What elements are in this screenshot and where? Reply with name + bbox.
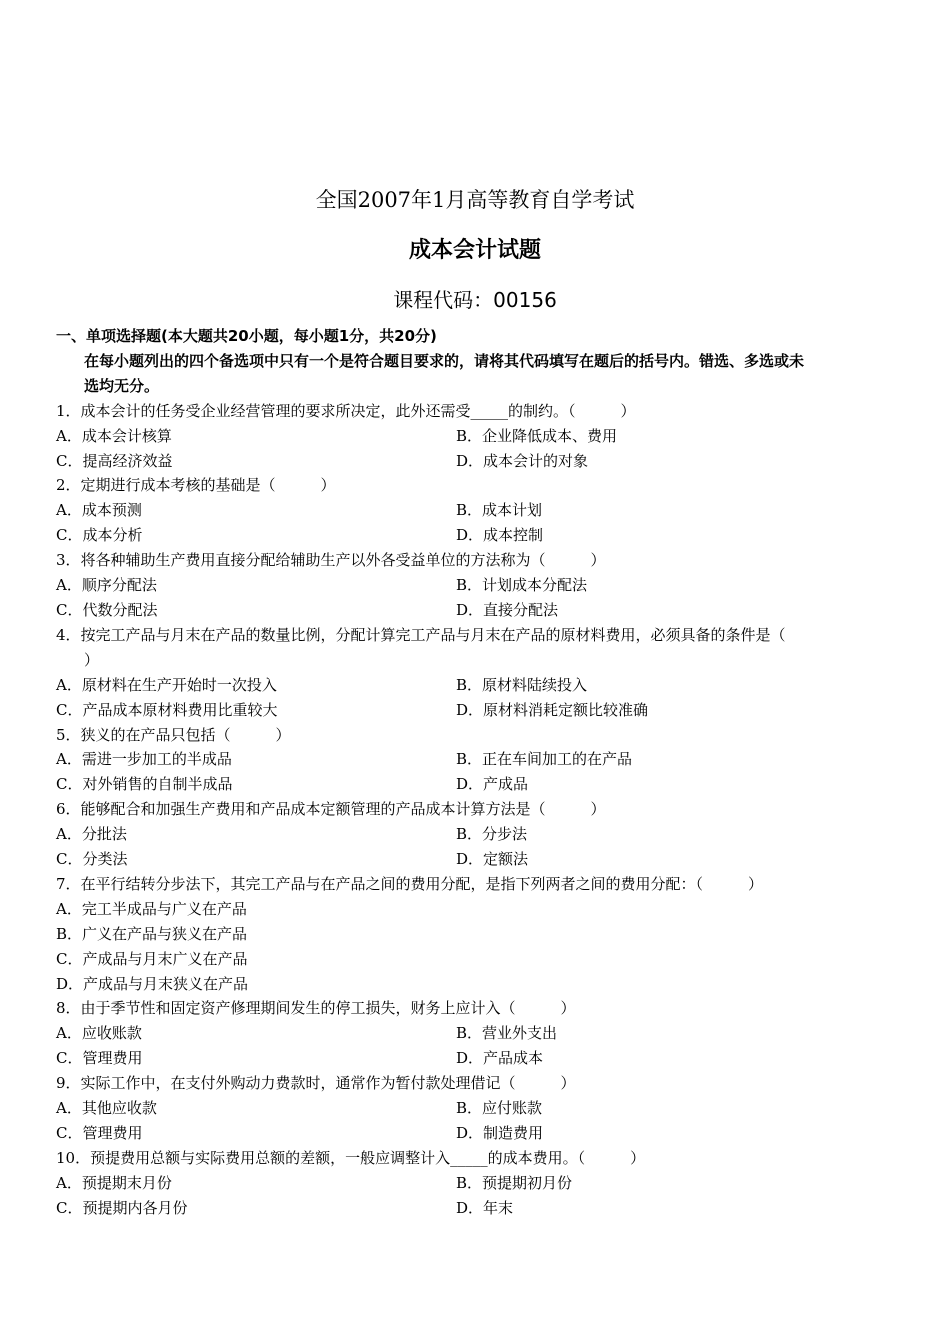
option-c: C．对外销售的自制半成品 [56,775,233,794]
question-2-options-row-2 [56,523,898,548]
option-a: A．分批法 [56,825,127,844]
option-d: D．原材料消耗定额比较准确 [456,700,649,719]
option-b: B．计划成本分配法 [456,576,588,595]
option-c: C．代数分配法 [56,600,158,619]
question-5-options-row-2 [56,772,898,797]
question-6-stem: 6．能够配合和加强生产费用和产品成本定额管理的产品成本计算方法是（ ） [56,800,606,819]
question-4-options-row-1 [56,673,898,698]
option-d: D．产成品与月末狭义在产品 [56,974,249,993]
question-6-options-row-1 [56,822,898,847]
option-b: B．营业外支出 [456,1024,558,1043]
question-section [56,324,898,1221]
question-10-options-row-1 [56,1171,898,1196]
question-3-options-row-1 [56,573,898,598]
section-heading: 一、单项选择题(本大题共20小题，每小题1分，共20分) [56,327,437,345]
option-a: A．顺序分配法 [56,576,157,595]
option-a: A．成本会计核算 [56,426,172,445]
question-9-options-row-1 [56,1096,898,1121]
option-a: A．原材料在生产开始时一次投入 [56,675,277,694]
option-b: B．正在车间加工的在产品 [456,750,633,769]
question-9-stem: 9．实际工作中，在支付外购动力费款时，通常作为暂付款处理借记（ ） [56,1074,576,1093]
option-a: A．预提期末月份 [56,1173,172,1192]
option-b: B．广义在产品与狭义在产品 [56,924,248,943]
instruction-line-2: 选均无分。 [84,376,160,395]
option-b: B．企业降低成本、费用 [456,426,618,445]
option-c: C．成本分析 [56,526,143,545]
option-a: A．需进一步加工的半成品 [56,750,232,769]
option-b: B．分步法 [456,825,528,844]
option-d: D．定额法 [456,850,529,869]
option-c: C．提高经济效益 [56,451,173,470]
option-a: A．应收账款 [56,1024,142,1043]
option-c: C．产品成本原材料费用比重较大 [56,700,278,719]
question-10-stem: 10．预提费用总额与实际费用总额的差额，一般应调整计入_____的成本费用。（ ） [56,1148,646,1167]
question-7-stem: 7．在平行结转分步法下，其完工产品与在产品之间的费用分配，是指下列两者之间的费用分配：（ ） [56,874,764,893]
option-c: C．产成品与月末广义在产品 [56,949,248,968]
subject-title: 成本会计试题 [408,238,541,263]
question-8-stem: 8．由于季节性和固定资产修理期间发生的停工损失，财务上应计入（ ） [56,999,576,1018]
question-1-options-row-1 [56,424,898,449]
option-b: B．预提期初月份 [456,1173,573,1192]
option-b: B．原材料陆续投入 [456,675,588,694]
question-8-options-row-2 [56,1046,898,1071]
question-3-options-row-2 [56,598,898,623]
option-d: D．产品成本 [456,1049,544,1068]
option-c: C．管理费用 [56,1049,143,1068]
question-5-options-row-1 [56,747,898,772]
question-4-stem-continued: ） [84,650,100,669]
question-1-stem: 1．成本会计的任务受企业经营管理的要求所决定，此外还需受_____的制约。（ ） [56,401,636,420]
question-8-options-row-1 [56,1021,898,1046]
option-d: D．成本会计的对象 [456,451,589,470]
option-c: C．管理费用 [56,1124,143,1142]
question-10-options-row-2 [56,1196,898,1221]
question-2-stem: 2．定期进行成本考核的基础是（ ） [56,476,336,495]
question-4-options-row-2 [56,698,898,723]
option-c: C．预提期内各月份 [56,1198,188,1217]
question-2-options-row-1 [56,498,898,523]
option-d: D．制造费用 [456,1124,544,1142]
option-a: A．完工半成品与广义在产品 [56,899,247,918]
instruction-line-1: 在每小题列出的四个备选项中只有一个是符合题目要求的，请将其代码填写在题后的括号内。错选、多选或未 [84,351,805,370]
option-d: D．成本控制 [456,526,544,545]
question-4-stem: 4．按完工产品与月末在产品的数量比例，分配计算完工产品与月末在产品的原材料费用，必须具备的条件是（ [56,625,786,644]
course-code: 课程代码：00156 [393,288,557,312]
question-3-stem: 3．将各种辅助生产费用直接分配给辅助生产以外各受益单位的方法称为（ ） [56,551,606,570]
option-a: A．其他应收款 [56,1099,157,1118]
question-5-stem: 5．狭义的在产品只包括（ ） [56,725,291,744]
question-1-options-row-2 [56,449,898,474]
exam-title: 全国2007年1月高等教育自学考试 [315,188,635,212]
option-d: D．产成品 [456,775,529,794]
option-a: A．成本预测 [56,501,142,520]
question-9-options-row-2 [56,1121,898,1146]
option-d: D．年末 [456,1198,514,1217]
question-6-options-row-2 [56,847,898,872]
option-c: C．分类法 [56,850,128,869]
option-b: B．成本计划 [456,501,543,520]
option-d: D．直接分配法 [456,600,559,619]
option-b: B．应付账款 [456,1099,543,1118]
